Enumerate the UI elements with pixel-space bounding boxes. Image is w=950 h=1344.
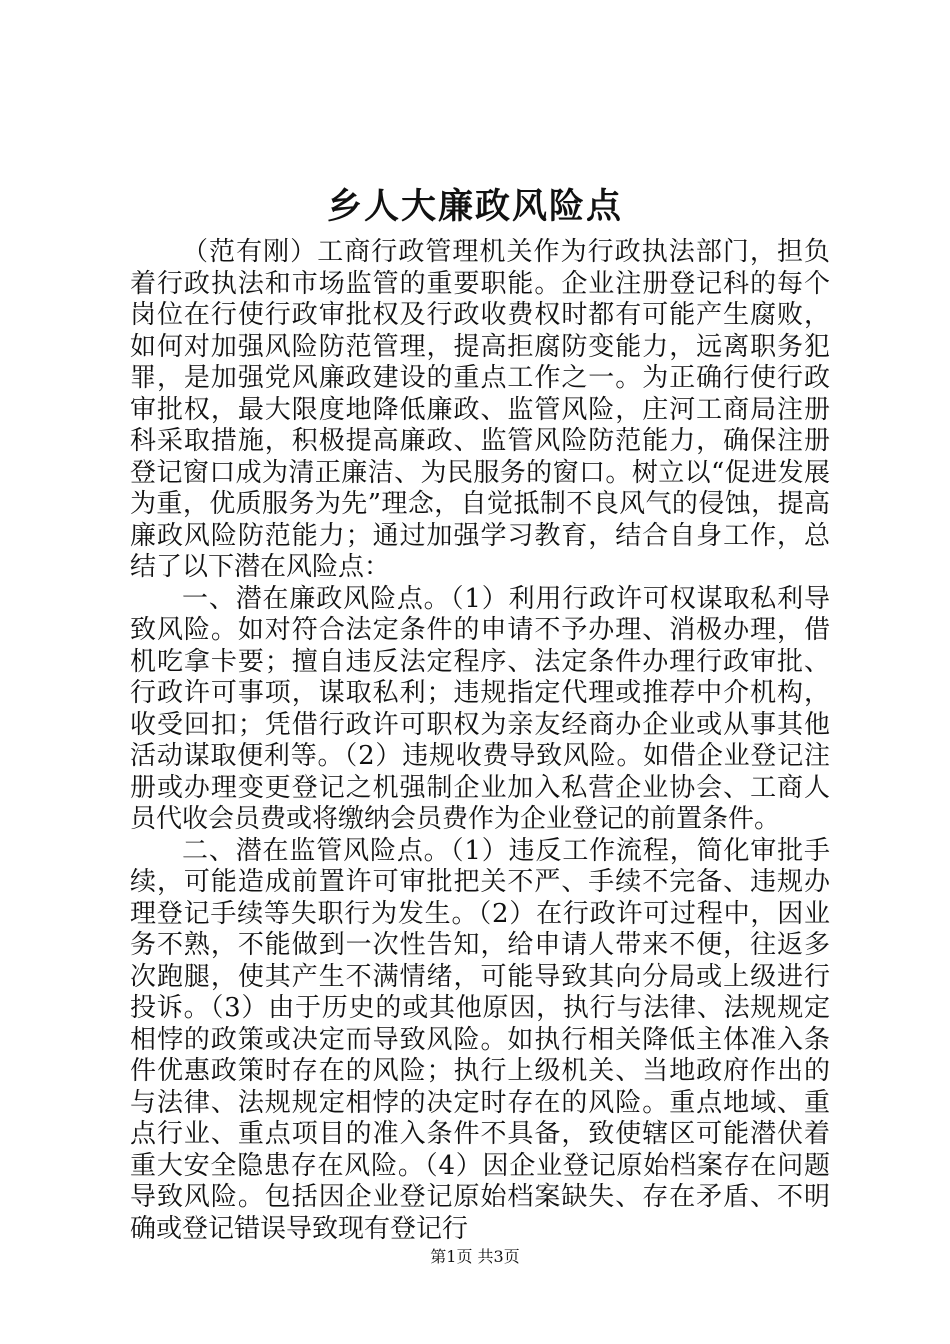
page-footer: 第1页 共3页 — [430, 1247, 520, 1266]
supervision-risk-paragraph: 二、潜在监管风险点。（1）违反工作流程，简化审批手续，可能造成前置许可审批把关不严、手续不完备、违规办理登记手续等失职行为发生。（2）在行政许可过程中，因业务不熟，不能做到一次性告知，给申请人带来不便，往返多次跑腿，使其产生不满情绪，可能导致其向分局或上级进行投诉。（3）由于历史的或其他原因，执行与法律、法规规定相悖的政策或决定而导致风险。如执行相关降低主体准入条件优惠政策时存在的风险；执行上级机关、当地政府作出的与法律、法规规定相悖的决定时存在的风险。重点地域、重点行业、重点项目的准入条件不具备，致使辖区可能潜伏着重大安全隐患存在风险。（4）因企业登记原始档案存在问题导致风险。包括因企业登记原始档案缺失、存在矛盾、不明确或登记错误导致现有登记行 — [130, 835, 830, 1244]
intro-paragraph: （范有刚）工商行政管理机关作为行政执法部门，担负着行政执法和市场监管的重要职能。企业注册登记科的每个岗位在行使行政审批权及行政收费权时都有可能产生腐败，如何对加强风险防范管理，提高拒腐防变能力，远离职务犯罪，是加强党风廉政建设的重点工作之一。为正确行使行政审批权，最大限度地降低廉政、监管风险，庄河工商局注册科采取措施，积极提高廉政、监管风险防范能力，确保注册登记窗口成为清正廉洁、为民服务的窗口。树立以“促进发展为重，优质服务为先”理念，自觉抵制不良风气的侵蚀，提高廉政风险防范能力；通过加强学习教育，结合自身工作，总结了以下潜在风险点： — [130, 237, 830, 582]
integrity-risk-paragraph: 一、潜在廉政风险点。（1）利用行政许可权谋取私利导致风险。如对符合法定条件的申请不予办理、消极办理，借机吃拿卡要；擅自违反法定程序、法定条件办理行政审批、行政许可事项，谋取私利；违规指定代理或推荐中介机构，收受回扣；凭借行政许可职权为亲友经商办企业或从事其他活动谋取便利等。（2）违规收费导致风险。如借企业登记注册或办理变更登记之机强制企业加入私营企业协会、工商人员代收会员费或将缴纳会员费作为企业登记的前置条件。 — [130, 583, 830, 834]
document-body — [130, 237, 830, 1245]
document-title: 乡人大廉政风险点 — [326, 186, 623, 227]
